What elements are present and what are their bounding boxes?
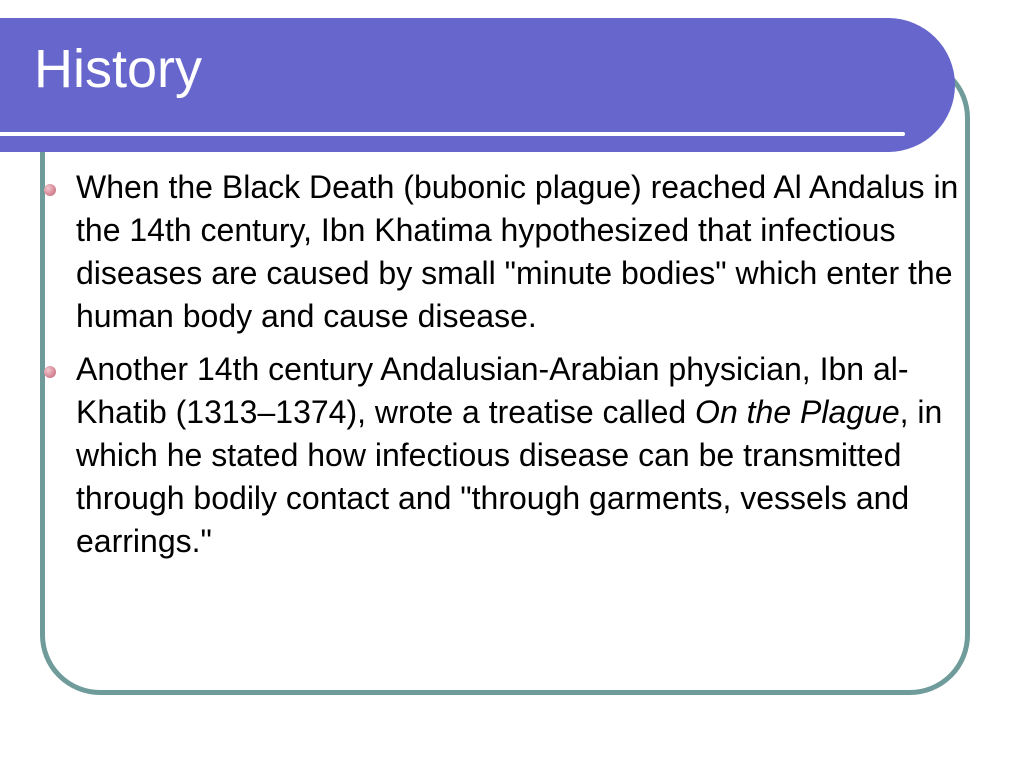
book-title: On the Plague — [695, 394, 900, 430]
bullet-dot-icon — [44, 366, 56, 378]
bullet-item — [44, 348, 974, 563]
bullet-list — [44, 166, 974, 573]
bullet-dot-icon — [44, 184, 56, 196]
slide-title: History — [34, 39, 203, 99]
title-underline — [0, 132, 905, 136]
bullet-text: When the Black Death (bubonic plague) reached Al Andalus in the 14th century, Ibn Khatima hypothesized that infectious diseases are caused by small "minute bodies" which enter the human body and cause disease. — [76, 169, 959, 334]
bullet-item — [44, 166, 974, 338]
bullet-text-part: Another 14th century Andalusian-Arabian physician, Ibn al-Khatib (1313–1374), wrote a treatise called — [76, 351, 909, 430]
bullet-text-part: , in which he stated how infectious disease can be transmitted through bodily contact and "through garments, vessels and earrings." — [76, 394, 943, 559]
bullet-text — [76, 351, 942, 559]
